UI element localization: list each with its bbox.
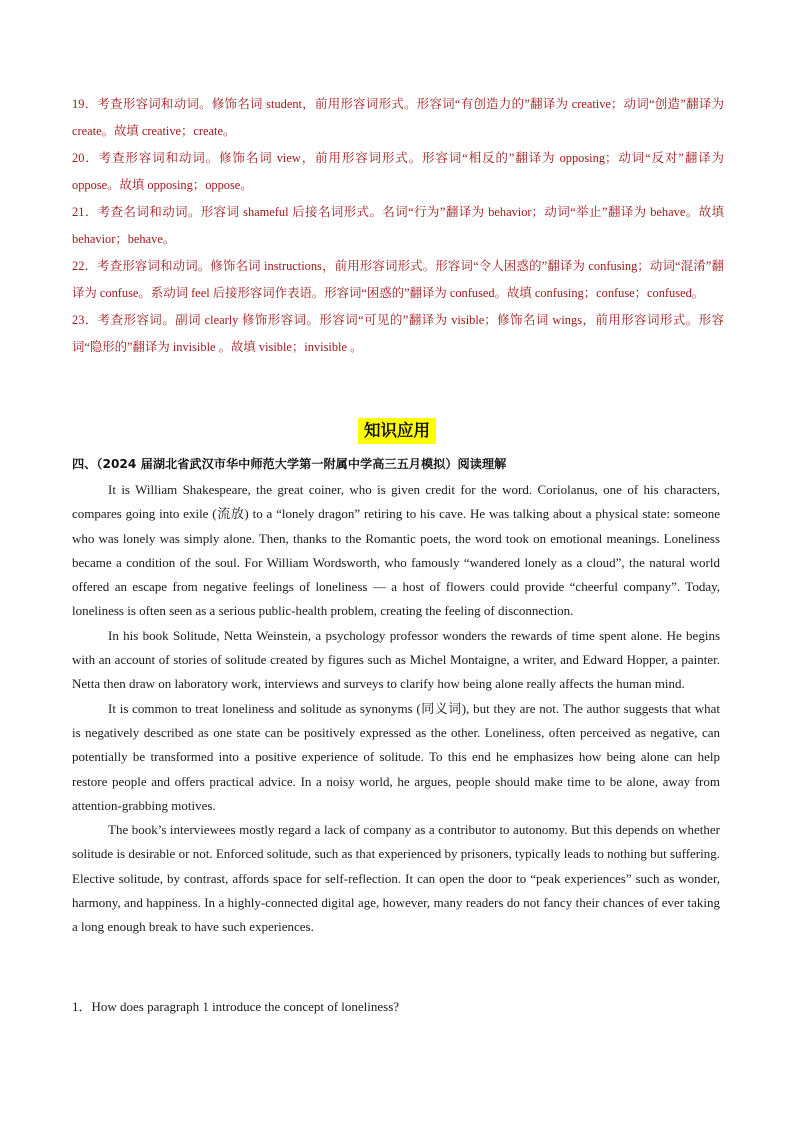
answer-22: 22．考查形容词和动词。修饰名词 instructions，前用形容词形式。形容词“令人困惑的”翻译为 confusing；动词“混淆”翻译为 confuse。系动词 feel 后接形容词作表语。形容词“困惑的”翻译为 confused。故填 confusing；confuse；confused。: [72, 259, 724, 300]
passage-paragraph-2: In his book Solitude, Netta Weinstein, a psychology professor wonders the rewards of time spent alone. He begins with an account of stories of solitude created by figures such as Michel Montaigne, a writer, and Edward Hopper, a painter. Netta then draw on laboratory work, interviews and surveys to clarify how being alone really affects the human mind.: [72, 627, 720, 692]
passage-paragraph-1: It is William Shakespeare, the great coiner, who is given credit for the word. Coriolanus, one of his characters, compares going into exile (流放) to a “lonely dragon” retiring to his cave. He was talking about a physical state: someone who was lonely was simply alone. Then, thanks to the Romantic poets, the word took on emotional meanings. Loneliness became a condition of the soul. For William Wordsworth, who famously “wandered lonely as a cloud”, the natural world offered an escape from negative feelings of loneliness — a host of flowers could provide “cheerful company”. Today, loneliness is often seen as a serious public-health problem, creating the feeling of disconnection.: [72, 482, 720, 619]
passage-paragraph-3: It is common to treat loneliness and solitude as synonyms (同义词), but they are not. The author suggests that what is negatively described as one state can be positively expressed as the other. Loneliness, often perceived as negative, can potentially be transformed into a positive experience of solitude. To this end he emphasizes how being alone can help restore people and offers practical advice. In a noisy world, he argues, people should make time to be alone, away from attention-grabbing motives.: [72, 700, 720, 813]
answer-19: 19．考查形容词和动词。修饰名词 student，前用形容词形式。形容词“有创造力的”翻译为 creative；动词“创造”翻译为 create。故填 creative；create。: [72, 97, 724, 138]
answer-21: 21．考查名词和动词。形容词 shameful 后接名词形式。名词“行为”翻译为 behavior；动词“举止”翻译为 behave。故填 behavior；behave。: [72, 205, 724, 246]
question-header: 四、（2024 届湖北省武汉市华中师范大学第一附属中学高三五月模拟）阅读理解: [72, 457, 507, 471]
answer-20: 20．考查形容词和动词。修饰名词 view，前用形容词形式。形容词“相反的”翻译为 opposing；动词“反对”翻译为 oppose。故填 opposing；oppose。: [72, 151, 724, 192]
section-title-highlight: 知识应用: [358, 418, 436, 444]
question-1: 1．How does paragraph 1 introduce the concept of loneliness?: [72, 999, 400, 1014]
answer-explanations: [72, 91, 724, 361]
reading-passage: [72, 478, 720, 940]
passage-paragraph-4: The book’s interviewees mostly regard a lack of company as a contributor to autonomy. But this depends on whether solitude is desirable or not. Enforced solitude, such as that experienced by prisoners, typically leads to nothing but suffering. Elective solitude, by contrast, affords space for self-reflection. It can open the door to “peak experiences” such as wonder, harmony, and happiness. In a highly-connected digital age, however, many readers do not fancy their chances of ever taking a long enough break to have such experiences.: [72, 822, 720, 935]
answer-23: 23．考查形容词。副词 clearly 修饰形容词。形容词“可见的”翻译为 visible；修饰名词 wings，前用形容词形式。形容词“隐形的”翻译为 invisible 。故填 visible；invisible 。: [72, 313, 724, 354]
